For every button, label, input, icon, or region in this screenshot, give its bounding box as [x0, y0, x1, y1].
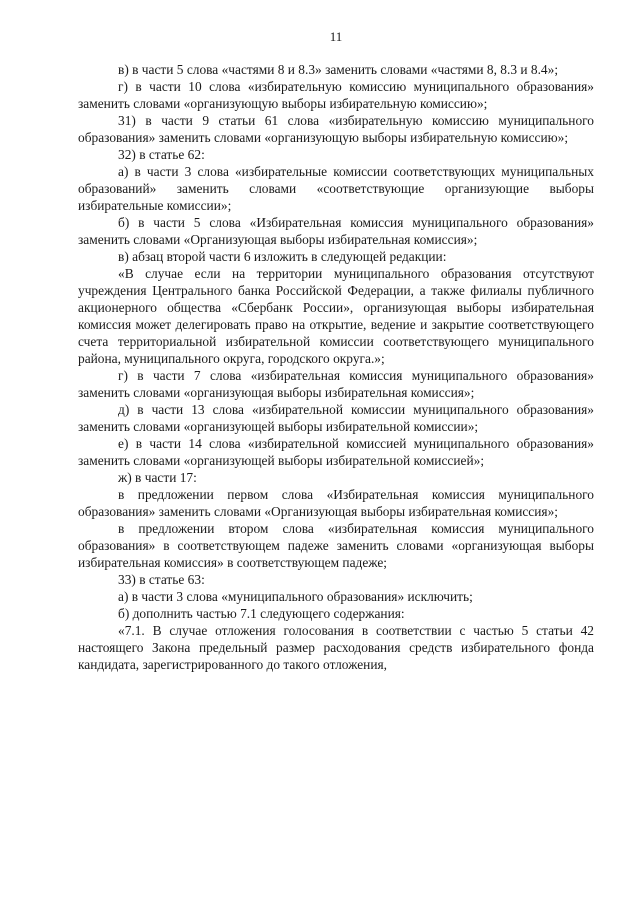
- document-body: [78, 61, 594, 673]
- paragraph-item-zh-part17: ж) в части 17:: [118, 470, 197, 485]
- paragraph-item-b-part5: б) в части 5 слова «Избирательная комиссия муниципального образования» заменить словами «Организующая выборы избирательная комиссия»;: [78, 215, 594, 247]
- paragraph-32-article62: 32) в статье 62:: [118, 147, 205, 162]
- paragraph-item-b-part7-1: б) дополнить частью 7.1 следующего содержания:: [118, 606, 405, 621]
- paragraph-item-d-part13: д) в части 13 слова «избирательной комиссии муниципального образования» заменить словами «организующей выборы избирательной комиссии»;: [78, 402, 594, 434]
- paragraph-33-article63: 33) в статье 63:: [118, 572, 205, 587]
- paragraph-sentence-second: в предложении втором слова «избирательная комиссия муниципального образования» в соответствующем падеже заменить словами «организующая выборы избирательная комиссия» в соответствующем падеже;: [78, 521, 594, 570]
- paragraph-item-g-part10: г) в части 10 слова «избирательную комиссию муниципального образования» заменить словами «организующую выборы избирательную комиссию»;: [78, 79, 594, 111]
- paragraph-31-article61: 31) в части 9 статьи 61 слова «избирательную комиссию муниципального образования» заменить словами «организующую выборы избирательную комиссию»;: [78, 113, 594, 145]
- paragraph-item-v-part5: в) в части 5 слова «частями 8 и 8.3» заменить словами «частями 8, 8.3 и 8.4»;: [118, 62, 559, 77]
- paragraph-quote-part6: «В случае если на территории муниципального образования отсутствуют учреждения Центрального банка Российской Федерации, а также филиалы публичного акционерного общества «Сбербанк России», организующая выборы избирательная комиссия может делегировать право на открытие, ведение и закрытие соответствующего счета территориальной избирательной комиссии соответствующего муниципального района, муниципального округа, городского округа.»;: [78, 266, 594, 366]
- paragraph-item-g-part7: г) в части 7 слова «избирательная комиссия муниципального образования» заменить словами «организующая выборы избирательная комиссия»;: [78, 368, 594, 400]
- paragraph-item-v-part6: в) абзац второй части 6 изложить в следующей редакции:: [118, 249, 447, 264]
- paragraph-sentence-first: в предложении первом слова «Избирательная комиссия муниципального образования» заменить словами «Организующая выборы избирательная комиссия»;: [78, 487, 594, 519]
- paragraph-item-e-part14: е) в части 14 слова «избирательной комиссией муниципального образования» заменить словами «организующей выборы избирательной комиссией»;: [78, 436, 594, 468]
- page-number: 11: [329, 29, 343, 44]
- paragraph-item-a-part3: а) в части 3 слова «избирательные комиссии соответствующих муниципальных образований» заменить словами «соответствующие организующие выборы избирательные комиссии»;: [78, 164, 594, 213]
- paragraph-item-a-part3-63: а) в части 3 слова «муниципального образования» исключить;: [118, 589, 473, 604]
- paragraph-quote-7-1: «7.1. В случае отложения голосования в соответствии с частью 5 статьи 42 настоящего Закона предельный размер расходования средств избирательного фонда кандидата, зарегистрированного до такого отложения,: [78, 623, 594, 672]
